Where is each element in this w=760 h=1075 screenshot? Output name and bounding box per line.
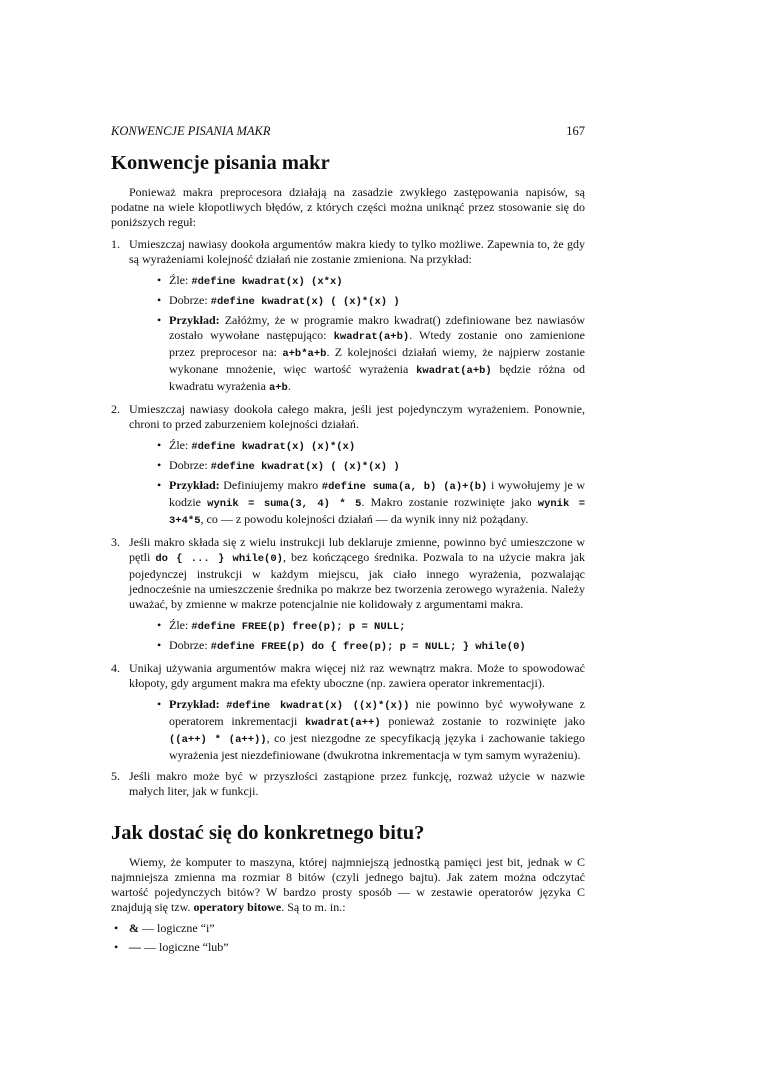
- operator-desc: — logiczne “i”: [142, 921, 215, 935]
- rule-5: [111, 769, 585, 799]
- good-label: Dobrze:: [169, 638, 208, 652]
- example-list: [129, 697, 585, 763]
- bad-label: Źle:: [169, 618, 189, 632]
- bullet-icon: •: [157, 273, 162, 287]
- bad-code: #define FREE(p) free(p); p = NULL;: [191, 621, 406, 633]
- example-code: ((a++) * (a++)): [169, 734, 267, 746]
- bad-code: #define kwadrat(x) (x*x): [191, 276, 343, 288]
- rule-text: Umieszczaj nawiasy dookoła argumentów makra kiedy to tylko możliwe. Zapewnia to, że gdy są wyrażeniami kolejność działań nie zostanie zmieniona. Na przykład:: [129, 237, 585, 266]
- bad-label: Źle:: [169, 438, 189, 452]
- operators-list: [111, 921, 585, 955]
- section-heading: Jak dostać się do konkretnego bitu?: [111, 822, 425, 844]
- rule-number: 1.: [111, 237, 120, 251]
- paragraph-text: Wiemy, że komputer to maszyna, której najmniejszą jednostką pamięci jest bit, jednak w C najmniejsza zmienna ma rozmiar 8 bitów (czyli jednego bajtu). Jak zatem można odczytać wartość pojedynczych bitów? W bardzo prosty sposób — w zestawie operatorów języka C znajdują się tzw.: [111, 855, 585, 914]
- bullet-icon: •: [157, 618, 162, 632]
- section-heading: Konwencje pisania makr: [111, 152, 330, 174]
- bullet-icon: •: [157, 458, 162, 472]
- good-code: #define kwadrat(x) ( (x)*(x) ): [210, 296, 400, 308]
- good-example: [157, 458, 585, 475]
- book-page: [111, 124, 585, 959]
- bad-example: [157, 438, 585, 455]
- bullet-icon: •: [157, 313, 162, 327]
- rule-text: Umieszczaj nawiasy dookoła całego makra, jeśli jest pojedynczym wyrażeniem. Ponownie, chroni to przed zaburzeniem kolejności działań.: [129, 402, 585, 431]
- rules-list: [111, 237, 585, 799]
- example-list: [129, 618, 585, 655]
- operator-item: [114, 921, 585, 936]
- rule-2: [111, 402, 585, 529]
- example-list: [129, 273, 585, 396]
- example-text: , co — z powodu kolejności działań — da wynik inny niż pożądany.: [200, 512, 529, 526]
- rule-text: Unikaj używania argumentów makra więcej niż raz wewnątrz makra. Może to spowodować kłopoty, gdy argument makra ma efekty uboczne (np. zawiera operator inkrementacji).: [129, 661, 585, 690]
- example-text: Definiujemy makro: [223, 478, 319, 492]
- example-text: , co jest niezgodne ze specyfikacją języka i zachowanie takiego wyrażenia jest niezdefiniowane (dwukrotna inkrementacja w tym samym wyrażeniu).: [169, 731, 585, 762]
- example-text: Załóżmy, że w programie makro kwadrat() zdefiniowane bez nawiasów zostało wywołane następująco:: [169, 313, 585, 342]
- good-example: [157, 638, 585, 655]
- operator-desc: — logiczne “lub”: [144, 940, 229, 954]
- rule-1: [111, 237, 585, 396]
- example-label: Przykład:: [169, 313, 220, 327]
- paragraph-text: . Są to m. in.:: [281, 900, 346, 914]
- operator-symbol: &: [129, 921, 139, 935]
- example-code: wynik = suma(3, 4) * 5: [207, 498, 362, 510]
- bad-code: #define kwadrat(x) (x)*(x): [191, 441, 356, 453]
- rule-number: 5.: [111, 769, 120, 783]
- bad-example: [157, 273, 585, 290]
- operator-item: [114, 940, 585, 955]
- rule-number: 4.: [111, 661, 120, 675]
- example-label: Przykład:: [169, 478, 220, 492]
- example-text: nie powinno być wywoływane z operatorem inkrementacji: [169, 697, 585, 728]
- bullet-icon: •: [157, 697, 162, 711]
- good-label: Dobrze:: [169, 458, 208, 472]
- example-text: . Wtedy zostanie ono zamienione przez preprocesor na:: [169, 328, 585, 359]
- example-note: [157, 313, 586, 396]
- example-text: .: [287, 379, 291, 393]
- good-example: [157, 293, 585, 310]
- bullet-icon: •: [114, 940, 119, 954]
- bad-label: Źle:: [169, 273, 189, 287]
- example-list: [129, 438, 585, 529]
- page-number: 167: [566, 124, 585, 138]
- example-label: Przykład:: [169, 697, 220, 711]
- intro-paragraph: Ponieważ makra preprocesora działają na zasadzie zwykłego zastępowania napisów, są podatne na wiele kłopotliwych błędów, z których części można uniknąć przez stosowanie się do poniższych reguł:: [111, 185, 585, 229]
- bullet-icon: •: [157, 478, 162, 492]
- rule-text: , bez kończącego średnika. Pozwala to na użycie makra jak pojedynczej instrukcji w każdym miejscu, jak ciało innego wyrażenia, pozwalając jednocześnie na umieszczenie średnika po makrze bez tworzenia zerowego wyrażenia. Należy uważać, by zmienne w makrze potencjalnie nie kolidowały z argumentami makra.: [129, 550, 586, 611]
- rule-number: 3.: [111, 535, 120, 549]
- example-text: . Makro zostanie rozwinięte jako: [361, 495, 532, 509]
- rule-text: Jeśli makro składa się z wielu instrukcji lub deklaruje zmienne, powinno być umieszczone w pętli: [129, 535, 585, 564]
- operator-symbol: —: [129, 940, 141, 954]
- example-code: kwadrat(a++): [305, 717, 381, 729]
- running-header: [111, 124, 585, 142]
- good-code: #define kwadrat(x) ( (x)*(x) ): [210, 461, 400, 473]
- example-code: a+b*a+b: [282, 348, 327, 360]
- example-code: wynik = 3+4*5: [169, 498, 586, 527]
- example-code: a+b: [268, 382, 288, 394]
- bits-paragraph: [111, 855, 585, 915]
- rule-4: [111, 661, 585, 763]
- good-label: Dobrze:: [169, 293, 208, 307]
- bold-term: operatory bitowe: [193, 900, 282, 914]
- good-code: #define FREE(p) do { free(p); p = NULL; } while(0): [210, 641, 526, 653]
- bullet-icon: •: [157, 293, 162, 307]
- example-note: [157, 697, 586, 763]
- bullet-icon: •: [114, 921, 119, 935]
- rule-number: 2.: [111, 402, 120, 416]
- example-code: kwadrat(a+b): [416, 365, 492, 377]
- example-text: i wywołujemy je w kodzie: [169, 478, 586, 509]
- rule-code: do { ... } while(0): [155, 553, 283, 565]
- rule-3: [111, 535, 585, 655]
- example-code: #define kwadrat(x) ((x)*(x)): [226, 700, 410, 712]
- example-code: kwadrat(a+b): [333, 331, 410, 343]
- bullet-icon: •: [157, 438, 162, 452]
- example-note: [157, 478, 586, 529]
- example-text: . Z kolejności działań wiemy, że najpierw zostanie wykonane mnożenie, więc wartość wyrażenia: [169, 345, 585, 376]
- example-text: będzie różna od kwadratu wyrażenia: [169, 362, 586, 393]
- rule-text: Jeśli makro może być w przyszłości zastąpione przez funkcję, rozważ użycie w nazwie małych liter, jak w funkcji.: [129, 769, 585, 798]
- example-code: #define suma(a, b) (a)+(b): [321, 481, 488, 493]
- example-text: ponieważ zostanie to rozwinięte jako: [388, 714, 586, 728]
- bullet-icon: •: [157, 638, 162, 652]
- bad-example: [157, 618, 585, 635]
- running-title: KONWENCJE PISANIA MAKR: [111, 124, 271, 138]
